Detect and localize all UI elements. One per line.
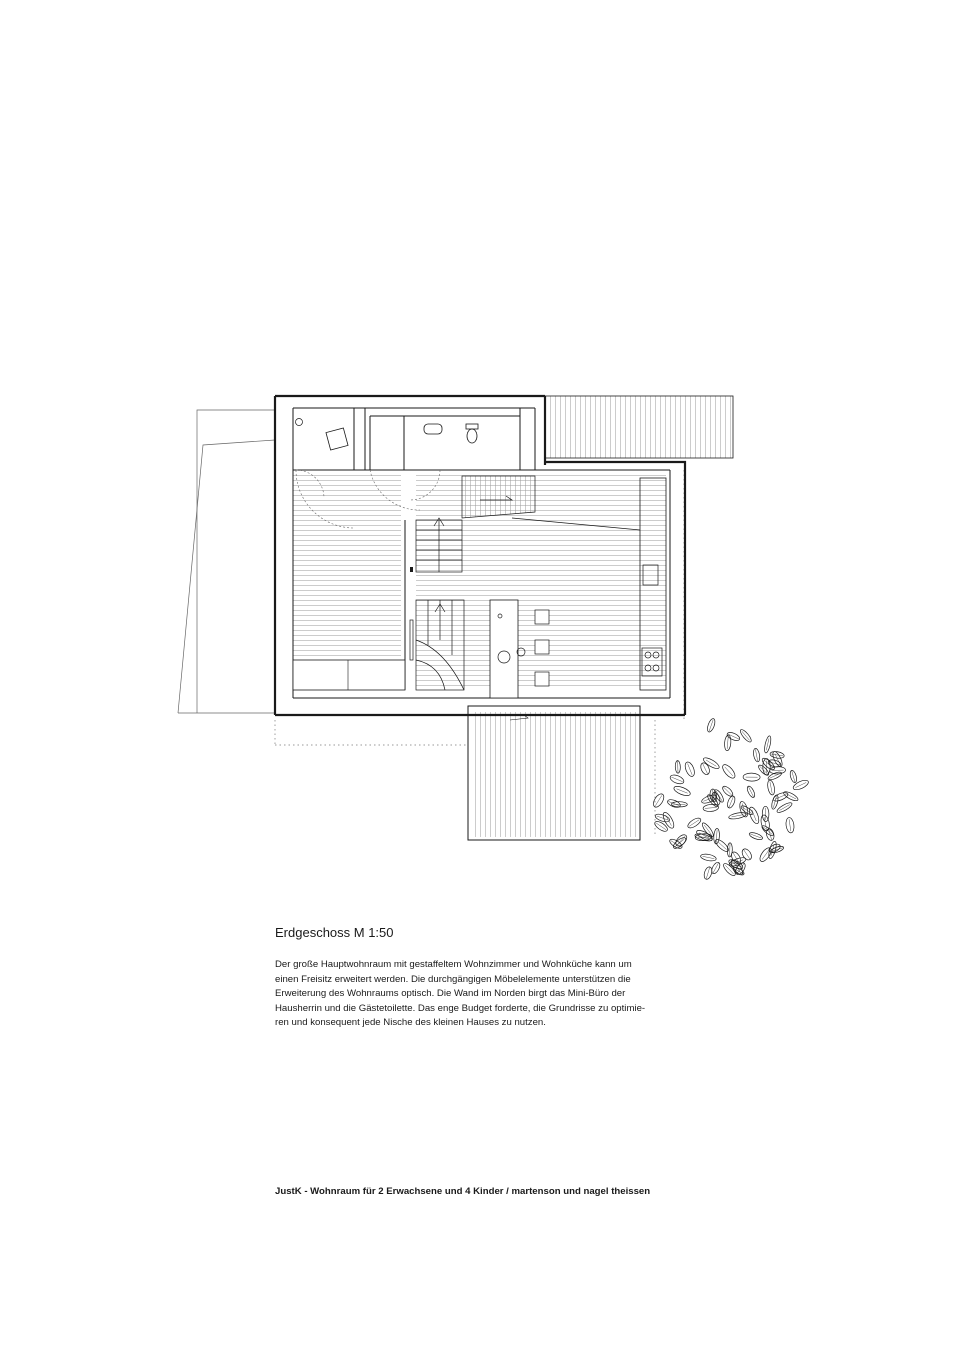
tree-leaf-vein — [742, 804, 745, 816]
tree-leaf-vein — [789, 819, 791, 831]
tree-leaf-vein — [770, 782, 772, 794]
site-outline — [178, 410, 275, 713]
tree-leaf-vein — [764, 817, 767, 829]
stair-upper — [462, 476, 535, 518]
tree-leaf-vein — [742, 731, 750, 740]
chair-icon — [535, 610, 549, 686]
tree-leaf-vein — [656, 823, 666, 830]
tree-leaf-vein — [779, 805, 789, 811]
plan-description — [275, 958, 695, 1031]
office-chair — [326, 428, 348, 450]
description-line: Erweiterung des Wohnraums optisch. Die Wand im Norden birgt das Mini-Büro der — [275, 988, 626, 999]
handle — [410, 620, 413, 660]
tree-leaf-vein — [755, 749, 757, 761]
tree-leaf-vein — [703, 856, 715, 858]
tree-leaf-vein — [672, 777, 683, 782]
tree-leaf-vein — [732, 815, 744, 817]
dining-table — [490, 600, 518, 698]
tree-leaf-vein — [727, 737, 728, 749]
tree-leaf-vein — [713, 863, 719, 874]
office-lamp-icon — [296, 419, 303, 426]
tree-leaf-vein — [725, 767, 733, 776]
description-line: ren und konsequent jede Nische des kleinen Hauses zu nutzen. — [275, 1017, 546, 1028]
plan-title: Erdgeschoss M 1:50 — [275, 925, 394, 940]
tree-leaf-vein — [689, 820, 699, 827]
tree-leaf-vein — [748, 786, 753, 797]
description-line: Der große Hauptwohnraum mit gestaffeltem Wohnzimmer und Wohnküche kann um — [275, 959, 632, 970]
tree-leaf-vein — [677, 789, 688, 793]
tree-leaf-vein — [688, 764, 693, 775]
stair-exterior — [545, 396, 733, 458]
tree-leaf-vein — [766, 739, 769, 751]
toilet-icon — [466, 424, 478, 443]
sink-icon — [424, 424, 442, 434]
sofa — [293, 660, 405, 690]
tree-leaf-vein — [769, 762, 781, 765]
description-line: einen Freisitz erweitert werden. Die durchgängigen Möbelelemente unterstützen die — [275, 973, 631, 985]
description-line: Hausherrin und die Gästetoilette. Das enge Budget forderte, die Grundrisse zu optimie- — [275, 1002, 646, 1014]
tree-leaf-vein — [716, 830, 717, 842]
tree-leaf-vein — [706, 867, 710, 879]
wall-switch — [410, 567, 413, 572]
tree-leaf-vein — [704, 825, 711, 835]
tree-icon — [651, 718, 809, 881]
tree-leaf-vein — [705, 807, 717, 808]
tree-leaf-vein — [718, 842, 727, 850]
project-footer: JustK - Wohnraum für 2 Erwachsene und 4 Kinder / martenson und nagel theissen — [275, 1186, 651, 1197]
terrace-decking — [472, 712, 638, 837]
tree-leaf-vein — [723, 787, 732, 795]
tree-leaf-vein — [752, 810, 757, 821]
